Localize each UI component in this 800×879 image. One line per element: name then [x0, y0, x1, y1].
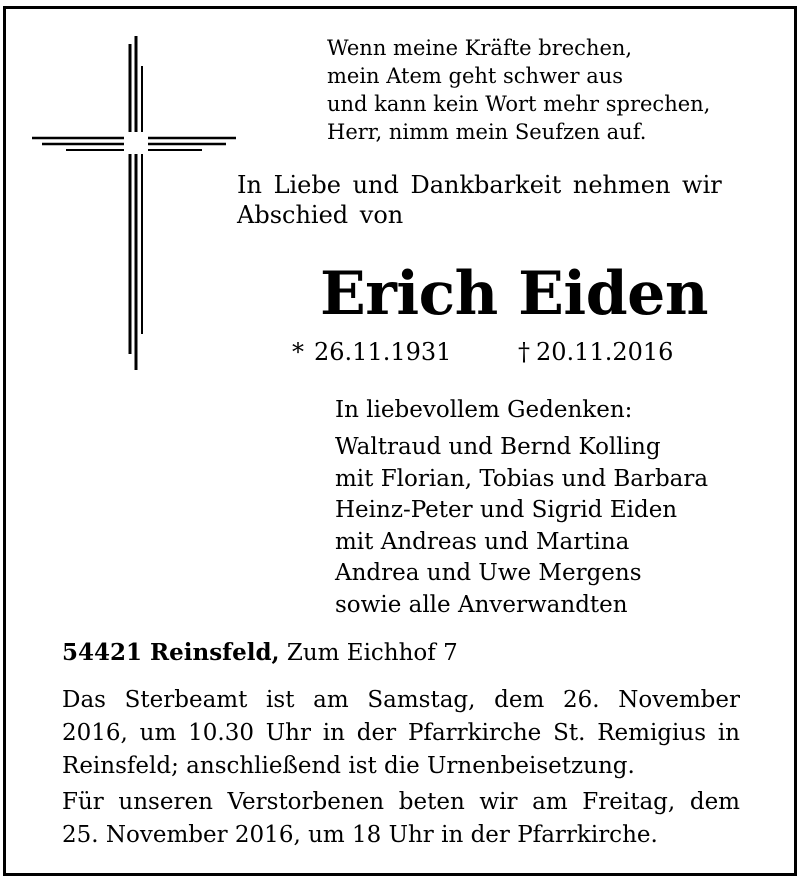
mourner-line: Andrea und Uwe Mergens: [335, 560, 642, 586]
cross-icon: [30, 36, 242, 376]
address-place: 54421 Reinsfeld,: [62, 639, 280, 666]
poem-line: und kann kein Wort mehr sprechen,: [327, 92, 711, 116]
intro-line: Abschied von: [237, 201, 404, 229]
memory-label: In liebevollem Gedenken:: [335, 397, 633, 423]
poem: [327, 34, 710, 146]
birth-date: [292, 337, 451, 367]
mourner-line: Heinz-Peter und Sigrid Eiden: [335, 497, 678, 523]
birth-symbol: *: [292, 338, 304, 366]
mourner-line: sowie alle Anverwandten: [335, 591, 628, 618]
poem-line: Wenn meine Kräfte brechen,: [327, 36, 633, 60]
paragraph-line: Reinsfeld; anschließend ist die Urnenbeisetzung.: [62, 753, 635, 779]
mourner-line: mit Andreas und Martina: [335, 528, 630, 555]
paragraph-line: Das Sterbeamt ist am Samstag, dem 26. November: [62, 687, 740, 713]
address-street: Zum Eichhof 7: [286, 640, 458, 666]
mourner-line: Waltraud und Bernd Kolling: [335, 434, 661, 460]
mourners-list: [335, 432, 708, 621]
death-symbol: †: [518, 338, 530, 366]
poem-line: mein Atem geht schwer aus: [327, 64, 624, 88]
death-date-value: 20.11.2016: [536, 338, 674, 366]
mourner-line: mit Florian, Tobias und Barbara: [335, 465, 709, 492]
death-date: [518, 337, 673, 367]
intro-text: [237, 170, 722, 230]
prayer-info: [62, 786, 740, 852]
intro-line: In Liebe und Dankbarkeit nehmen wir: [237, 171, 722, 199]
address: [62, 638, 458, 668]
poem-line: Herr, nimm mein Seufzen auf.: [327, 120, 647, 144]
funeral-mass-info: [62, 684, 740, 783]
deceased-name: Erich Eiden: [320, 259, 708, 329]
paragraph-line: Für unseren Verstorbenen beten wir am Freitag, dem: [62, 789, 740, 815]
birth-date-value: 26.11.1931: [314, 338, 452, 366]
paragraph-line: 25. November 2016, um 18 Uhr in der Pfarrkirche.: [62, 822, 658, 848]
paragraph-line: 2016, um 10.30 Uhr in der Pfarrkirche St. Remigius in: [62, 720, 740, 746]
